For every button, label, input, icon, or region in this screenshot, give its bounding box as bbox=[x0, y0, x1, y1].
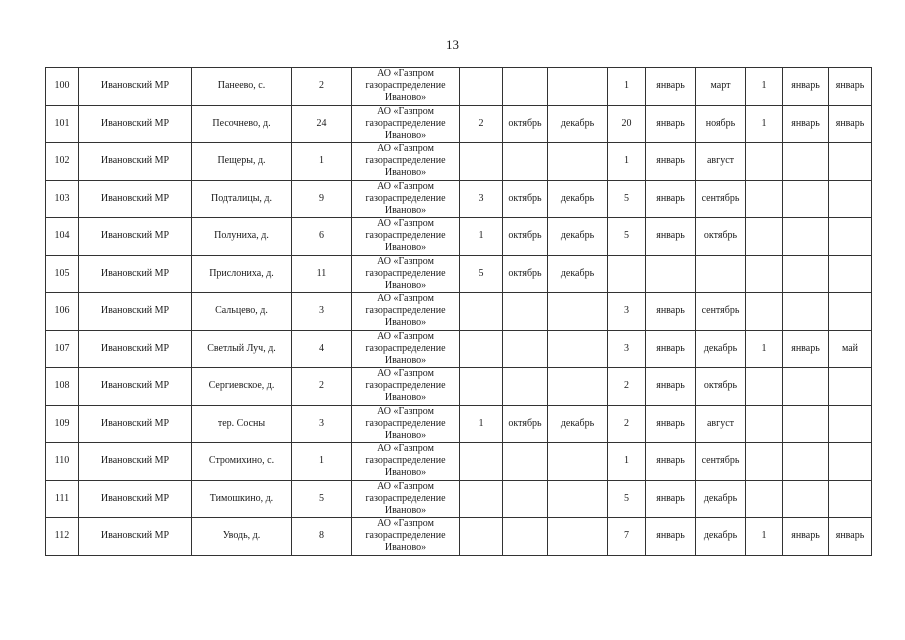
period2-count-cell: 20 bbox=[608, 105, 646, 143]
period1-end-cell: декабрь bbox=[548, 218, 608, 256]
period2-start-cell: январь bbox=[646, 330, 696, 368]
period3-count-cell bbox=[746, 443, 783, 481]
period2-end-cell: сентябрь bbox=[696, 293, 746, 331]
period2-end-cell: август bbox=[696, 143, 746, 181]
period1-count-cell: 1 bbox=[460, 218, 503, 256]
district-cell: Ивановский МР bbox=[79, 293, 192, 331]
period2-start-cell: январь bbox=[646, 293, 696, 331]
period3-start-cell bbox=[783, 218, 829, 256]
period3-count-cell bbox=[746, 218, 783, 256]
organization-line: газораспределение bbox=[365, 230, 446, 242]
period3-start-cell bbox=[783, 180, 829, 218]
period1-count-cell bbox=[460, 330, 503, 368]
organization-cell bbox=[352, 480, 460, 518]
period2-end-cell: декабрь bbox=[696, 480, 746, 518]
period3-count-cell: 1 bbox=[746, 330, 783, 368]
total-count-cell: 2 bbox=[292, 368, 352, 406]
locality-cell: Подталицы, д. bbox=[192, 180, 292, 218]
period3-start-cell bbox=[783, 368, 829, 406]
district-cell: Ивановский МР bbox=[79, 518, 192, 556]
locality-cell: Уводь, д. bbox=[192, 518, 292, 556]
organization-line: АО «Газпром bbox=[377, 68, 434, 80]
organization-line: газораспределение bbox=[365, 492, 446, 504]
organization-line: газораспределение bbox=[365, 455, 446, 467]
organization-line: газораспределение bbox=[365, 267, 446, 279]
period1-count-cell bbox=[460, 143, 503, 181]
period3-end-cell: январь bbox=[829, 68, 872, 106]
period1-start-cell: октябрь bbox=[503, 405, 548, 443]
organization-line: Иваново» bbox=[384, 242, 427, 254]
period1-end-cell: декабрь bbox=[548, 105, 608, 143]
organization-line: Иваново» bbox=[384, 204, 427, 216]
period2-end-cell: октябрь bbox=[696, 218, 746, 256]
period1-count-cell: 3 bbox=[460, 180, 503, 218]
district-cell: Ивановский МР bbox=[79, 143, 192, 181]
total-count-cell: 3 bbox=[292, 405, 352, 443]
organization-line: АО «Газпром bbox=[377, 218, 434, 230]
period2-count-cell: 1 bbox=[608, 68, 646, 106]
organization-line: АО «Газпром bbox=[377, 293, 434, 305]
organization-line: АО «Газпром bbox=[377, 330, 434, 342]
organization-line: АО «Газпром bbox=[377, 105, 434, 117]
organization-line: АО «Газпром bbox=[377, 143, 434, 155]
period1-start-cell bbox=[503, 143, 548, 181]
period3-end-cell: май bbox=[829, 330, 872, 368]
period1-end-cell bbox=[548, 68, 608, 106]
period3-start-cell: январь bbox=[783, 518, 829, 556]
period1-end-cell bbox=[548, 368, 608, 406]
locality-cell: Сергиевское, д. bbox=[192, 368, 292, 406]
row-number-cell: 104 bbox=[46, 218, 79, 256]
period1-start-cell: октябрь bbox=[503, 255, 548, 293]
period3-start-cell bbox=[783, 143, 829, 181]
organization-line: газораспределение bbox=[365, 417, 446, 429]
organization-line: АО «Газпром bbox=[377, 405, 434, 417]
period2-start-cell: январь bbox=[646, 368, 696, 406]
locality-cell: Сальцево, д. bbox=[192, 293, 292, 331]
district-cell: Ивановский МР bbox=[79, 405, 192, 443]
period3-end-cell bbox=[829, 143, 872, 181]
row-number-cell: 103 bbox=[46, 180, 79, 218]
period1-start-cell bbox=[503, 480, 548, 518]
period1-start-cell bbox=[503, 330, 548, 368]
period1-start-cell bbox=[503, 293, 548, 331]
total-count-cell: 24 bbox=[292, 105, 352, 143]
period3-start-cell: январь bbox=[783, 105, 829, 143]
period2-count-cell: 5 bbox=[608, 218, 646, 256]
period2-start-cell: январь bbox=[646, 443, 696, 481]
locality-cell: Тимошкино, д. bbox=[192, 480, 292, 518]
period1-end-cell bbox=[548, 293, 608, 331]
district-cell: Ивановский МР bbox=[79, 105, 192, 143]
table-row bbox=[46, 480, 872, 518]
locality-cell: Стромихино, с. bbox=[192, 443, 292, 481]
period3-end-cell bbox=[829, 480, 872, 518]
organization-line: Иваново» bbox=[384, 429, 427, 441]
row-number-cell: 108 bbox=[46, 368, 79, 406]
organization-line: газораспределение bbox=[365, 342, 446, 354]
table-row bbox=[46, 518, 872, 556]
total-count-cell: 6 bbox=[292, 218, 352, 256]
period2-start-cell: январь bbox=[646, 68, 696, 106]
row-number-cell: 101 bbox=[46, 105, 79, 143]
period2-end-cell: ноябрь bbox=[696, 105, 746, 143]
period1-end-cell bbox=[548, 143, 608, 181]
period1-start-cell bbox=[503, 443, 548, 481]
period3-start-cell bbox=[783, 443, 829, 481]
period2-start-cell: январь bbox=[646, 405, 696, 443]
organization-line: АО «Газпром bbox=[377, 368, 434, 380]
organization-line: Иваново» bbox=[384, 392, 427, 404]
period3-end-cell bbox=[829, 443, 872, 481]
period3-start-cell bbox=[783, 293, 829, 331]
table-row bbox=[46, 443, 872, 481]
period2-start-cell: январь bbox=[646, 218, 696, 256]
period1-start-cell bbox=[503, 68, 548, 106]
organization-cell bbox=[352, 293, 460, 331]
period1-start-cell bbox=[503, 368, 548, 406]
table-row bbox=[46, 180, 872, 218]
total-count-cell: 1 bbox=[292, 443, 352, 481]
row-number-cell: 110 bbox=[46, 443, 79, 481]
period3-end-cell bbox=[829, 218, 872, 256]
table-row bbox=[46, 143, 872, 181]
period3-start-cell: январь bbox=[783, 68, 829, 106]
organization-line: АО «Газпром bbox=[377, 480, 434, 492]
period1-end-cell: декабрь bbox=[548, 255, 608, 293]
locality-cell: Песочнево, д. bbox=[192, 105, 292, 143]
period3-count-cell bbox=[746, 255, 783, 293]
period2-count-cell: 3 bbox=[608, 330, 646, 368]
organization-line: АО «Газпром bbox=[377, 255, 434, 267]
organization-cell bbox=[352, 218, 460, 256]
row-number-cell: 106 bbox=[46, 293, 79, 331]
period1-count-cell: 2 bbox=[460, 105, 503, 143]
district-cell: Ивановский МР bbox=[79, 68, 192, 106]
period3-end-cell bbox=[829, 368, 872, 406]
period1-end-cell bbox=[548, 443, 608, 481]
table-row bbox=[46, 330, 872, 368]
district-cell: Ивановский МР bbox=[79, 180, 192, 218]
table-row bbox=[46, 405, 872, 443]
period3-count-cell: 1 bbox=[746, 68, 783, 106]
locality-cell: Светлый Луч, д. bbox=[192, 330, 292, 368]
row-number-cell: 107 bbox=[46, 330, 79, 368]
gasification-schedule-table bbox=[45, 67, 872, 556]
row-number-cell: 109 bbox=[46, 405, 79, 443]
organization-line: газораспределение bbox=[365, 155, 446, 167]
organization-line: АО «Газпром bbox=[377, 180, 434, 192]
period1-start-cell: октябрь bbox=[503, 218, 548, 256]
period1-start-cell: октябрь bbox=[503, 180, 548, 218]
period1-count-cell bbox=[460, 443, 503, 481]
district-cell: Ивановский МР bbox=[79, 330, 192, 368]
period2-count-cell: 2 bbox=[608, 405, 646, 443]
organization-line: Иваново» bbox=[384, 504, 427, 516]
district-cell: Ивановский МР bbox=[79, 255, 192, 293]
period3-count-cell bbox=[746, 143, 783, 181]
period2-end-cell: декабрь bbox=[696, 330, 746, 368]
table-row bbox=[46, 368, 872, 406]
table-row bbox=[46, 68, 872, 106]
period2-start-cell: январь bbox=[646, 105, 696, 143]
organization-line: АО «Газпром bbox=[377, 443, 434, 455]
organization-line: Иваново» bbox=[384, 354, 427, 366]
period1-end-cell bbox=[548, 480, 608, 518]
period2-count-cell: 5 bbox=[608, 180, 646, 218]
district-cell: Ивановский МР bbox=[79, 218, 192, 256]
table-row bbox=[46, 293, 872, 331]
organization-line: газораспределение bbox=[365, 305, 446, 317]
total-count-cell: 2 bbox=[292, 68, 352, 106]
period2-start-cell bbox=[646, 255, 696, 293]
period2-start-cell: январь bbox=[646, 480, 696, 518]
period3-count-cell bbox=[746, 368, 783, 406]
organization-line: АО «Газпром bbox=[377, 518, 434, 530]
period1-start-cell: октябрь bbox=[503, 105, 548, 143]
organization-line: Иваново» bbox=[384, 92, 427, 104]
period3-count-cell: 1 bbox=[746, 518, 783, 556]
period2-count-cell bbox=[608, 255, 646, 293]
organization-cell bbox=[352, 180, 460, 218]
organization-cell bbox=[352, 443, 460, 481]
period3-count-cell: 1 bbox=[746, 105, 783, 143]
organization-line: Иваново» bbox=[384, 129, 427, 141]
period1-count-cell bbox=[460, 68, 503, 106]
organization-cell bbox=[352, 68, 460, 106]
period3-end-cell bbox=[829, 405, 872, 443]
organization-line: Иваново» bbox=[384, 167, 427, 179]
locality-cell: Панеево, с. bbox=[192, 68, 292, 106]
period2-count-cell: 1 bbox=[608, 143, 646, 181]
table-row bbox=[46, 105, 872, 143]
period3-end-cell bbox=[829, 293, 872, 331]
period1-count-cell bbox=[460, 480, 503, 518]
table-row bbox=[46, 218, 872, 256]
locality-cell: Полуниха, д. bbox=[192, 218, 292, 256]
organization-line: газораспределение bbox=[365, 530, 446, 542]
period2-count-cell: 1 bbox=[608, 443, 646, 481]
period1-count-cell: 1 bbox=[460, 405, 503, 443]
period3-count-cell bbox=[746, 480, 783, 518]
organization-cell bbox=[352, 330, 460, 368]
organization-line: Иваново» bbox=[384, 279, 427, 291]
period2-count-cell: 2 bbox=[608, 368, 646, 406]
period3-start-cell: январь bbox=[783, 330, 829, 368]
period2-start-cell: январь bbox=[646, 143, 696, 181]
organization-line: газораспределение bbox=[365, 380, 446, 392]
row-number-cell: 100 bbox=[46, 68, 79, 106]
period1-end-cell bbox=[548, 518, 608, 556]
period3-count-cell bbox=[746, 180, 783, 218]
period3-count-cell bbox=[746, 293, 783, 331]
organization-cell bbox=[352, 368, 460, 406]
organization-cell bbox=[352, 255, 460, 293]
row-number-cell: 105 bbox=[46, 255, 79, 293]
period3-end-cell: январь bbox=[829, 105, 872, 143]
period2-end-cell: август bbox=[696, 405, 746, 443]
period1-start-cell bbox=[503, 518, 548, 556]
period2-end-cell: сентябрь bbox=[696, 443, 746, 481]
period3-count-cell bbox=[746, 405, 783, 443]
total-count-cell: 1 bbox=[292, 143, 352, 181]
organization-line: Иваново» bbox=[384, 467, 427, 479]
period2-count-cell: 5 bbox=[608, 480, 646, 518]
period2-end-cell: октябрь bbox=[696, 368, 746, 406]
total-count-cell: 11 bbox=[292, 255, 352, 293]
period2-end-cell: март bbox=[696, 68, 746, 106]
organization-cell bbox=[352, 518, 460, 556]
period3-start-cell bbox=[783, 405, 829, 443]
total-count-cell: 5 bbox=[292, 480, 352, 518]
row-number-cell: 112 bbox=[46, 518, 79, 556]
period1-end-cell: декабрь bbox=[548, 405, 608, 443]
period1-end-cell: декабрь bbox=[548, 180, 608, 218]
total-count-cell: 4 bbox=[292, 330, 352, 368]
period2-start-cell: январь bbox=[646, 518, 696, 556]
period2-count-cell: 7 bbox=[608, 518, 646, 556]
period2-end-cell: сентябрь bbox=[696, 180, 746, 218]
organization-line: газораспределение bbox=[365, 80, 446, 92]
table-row bbox=[46, 255, 872, 293]
total-count-cell: 3 bbox=[292, 293, 352, 331]
district-cell: Ивановский МР bbox=[79, 368, 192, 406]
period1-count-cell bbox=[460, 518, 503, 556]
period2-end-cell bbox=[696, 255, 746, 293]
period2-start-cell: январь bbox=[646, 180, 696, 218]
period3-end-cell bbox=[829, 180, 872, 218]
period3-end-cell bbox=[829, 255, 872, 293]
row-number-cell: 111 bbox=[46, 480, 79, 518]
organization-cell bbox=[352, 105, 460, 143]
organization-line: Иваново» bbox=[384, 317, 427, 329]
district-cell: Ивановский МР bbox=[79, 443, 192, 481]
organization-cell bbox=[352, 143, 460, 181]
organization-line: Иваново» bbox=[384, 542, 427, 554]
period1-count-cell bbox=[460, 368, 503, 406]
period1-count-cell bbox=[460, 293, 503, 331]
period2-end-cell: декабрь bbox=[696, 518, 746, 556]
table-body bbox=[46, 68, 872, 556]
total-count-cell: 9 bbox=[292, 180, 352, 218]
period2-count-cell: 3 bbox=[608, 293, 646, 331]
period3-start-cell bbox=[783, 480, 829, 518]
page-number: 13 bbox=[446, 37, 459, 52]
locality-cell: Пещеры, д. bbox=[192, 143, 292, 181]
locality-cell: тер. Сосны bbox=[192, 405, 292, 443]
district-cell: Ивановский МР bbox=[79, 480, 192, 518]
period3-end-cell: январь bbox=[829, 518, 872, 556]
period1-count-cell: 5 bbox=[460, 255, 503, 293]
locality-cell: Прислониха, д. bbox=[192, 255, 292, 293]
organization-line: газораспределение bbox=[365, 192, 446, 204]
period3-start-cell bbox=[783, 255, 829, 293]
total-count-cell: 8 bbox=[292, 518, 352, 556]
row-number-cell: 102 bbox=[46, 143, 79, 181]
organization-cell bbox=[352, 405, 460, 443]
organization-line: газораспределение bbox=[365, 117, 446, 129]
period1-end-cell bbox=[548, 330, 608, 368]
